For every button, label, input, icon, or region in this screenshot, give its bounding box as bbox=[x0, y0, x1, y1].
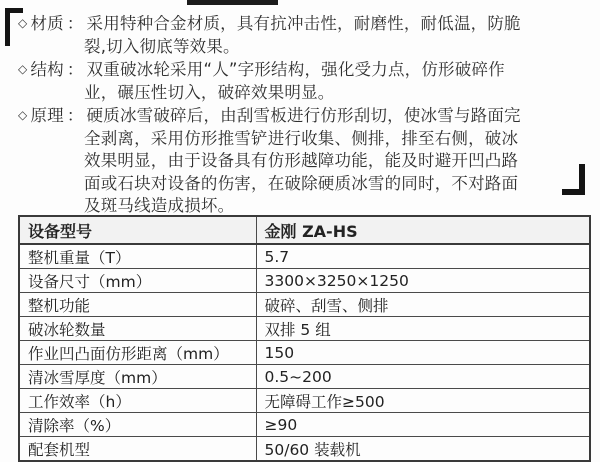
feature-label: 结构 bbox=[30, 60, 64, 79]
spec-name-header: 设备型号 bbox=[19, 216, 256, 244]
cropped-banner-fragment bbox=[187, 0, 278, 5]
spec-name-cell: 设备尺寸（mm） bbox=[19, 269, 256, 293]
table-row bbox=[19, 244, 590, 269]
spec-value-cell: 破碎、刮雪、侧排 bbox=[256, 293, 590, 317]
spec-value-cell: 5.7 bbox=[256, 244, 590, 269]
spec-value-cell: ≥90 bbox=[256, 413, 590, 437]
spec-table bbox=[18, 215, 591, 462]
table-row bbox=[19, 437, 590, 462]
feature-item-structure bbox=[18, 58, 523, 104]
diamond-bullet-icon: ◇ bbox=[18, 16, 28, 30]
feature-colon: ： bbox=[66, 106, 84, 125]
feature-colon: ： bbox=[66, 14, 84, 33]
diamond-bullet-icon: ◇ bbox=[18, 62, 28, 76]
spec-name-cell: 配套机型 bbox=[19, 437, 256, 462]
spec-name-cell: 清除率（%） bbox=[19, 413, 256, 437]
feature-text: 硬质冰雪破碎后，由刮雪板进行仿形刮切，使冰雪与路面完全剥离，采用仿形推雪铲进行收集、侧排，排至右侧，破冰效果明显，由于设备具有仿形越障功能，能及时避开凹凸路面或石块对设备的伤害，在破除硬质冰雪的同时，不对路面及斑马线造成损坏。 bbox=[84, 106, 521, 215]
feature-text: 双重破冰轮采用“人”字形结构，强化受力点，仿形破碎作业，碾压性切入，破碎效果明显。 bbox=[84, 60, 505, 102]
spec-value-cell: 3300×3250×1250 bbox=[256, 269, 590, 293]
table-row bbox=[19, 365, 590, 389]
spec-value-cell: 双排 5 组 bbox=[256, 317, 590, 341]
feature-colon: ： bbox=[66, 60, 84, 79]
feature-item-material bbox=[18, 12, 523, 58]
feature-item-principle bbox=[18, 104, 523, 218]
spec-value-cell: 50/60 装载机 bbox=[256, 437, 590, 462]
table-row bbox=[19, 413, 590, 437]
feature-text: 采用特种合金材质，具有抗冲击性，耐磨性，耐低温，防脆裂,切入彻底等效果。 bbox=[84, 14, 521, 56]
table-header-row bbox=[19, 216, 590, 244]
spec-name-cell: 清冰雪厚度（mm） bbox=[19, 365, 256, 389]
table-row bbox=[19, 317, 590, 341]
table-row bbox=[19, 269, 590, 293]
feature-label: 原理 bbox=[30, 106, 64, 125]
table-row bbox=[19, 293, 590, 317]
spec-value-cell: 无障碍工作≥500 bbox=[256, 389, 590, 413]
spec-name-cell: 工作效率（h） bbox=[19, 389, 256, 413]
feature-list bbox=[18, 12, 523, 218]
table-row bbox=[19, 341, 590, 365]
feature-label: 材质 bbox=[30, 14, 64, 33]
crop-mark-bottom-right-icon bbox=[562, 164, 585, 195]
spec-value-cell: 0.5~200 bbox=[256, 365, 590, 389]
spec-name-cell: 整机功能 bbox=[19, 293, 256, 317]
diamond-bullet-icon: ◇ bbox=[18, 108, 28, 122]
spec-name-cell: 作业凹凸面仿形距离（mm） bbox=[19, 341, 256, 365]
spec-name-cell: 整机重量（T） bbox=[19, 244, 256, 269]
spec-value-header: 金刚 ZA-HS bbox=[256, 216, 590, 244]
spec-value-cell: 150 bbox=[256, 341, 590, 365]
spec-name-cell: 破冰轮数量 bbox=[19, 317, 256, 341]
table-row bbox=[19, 389, 590, 413]
